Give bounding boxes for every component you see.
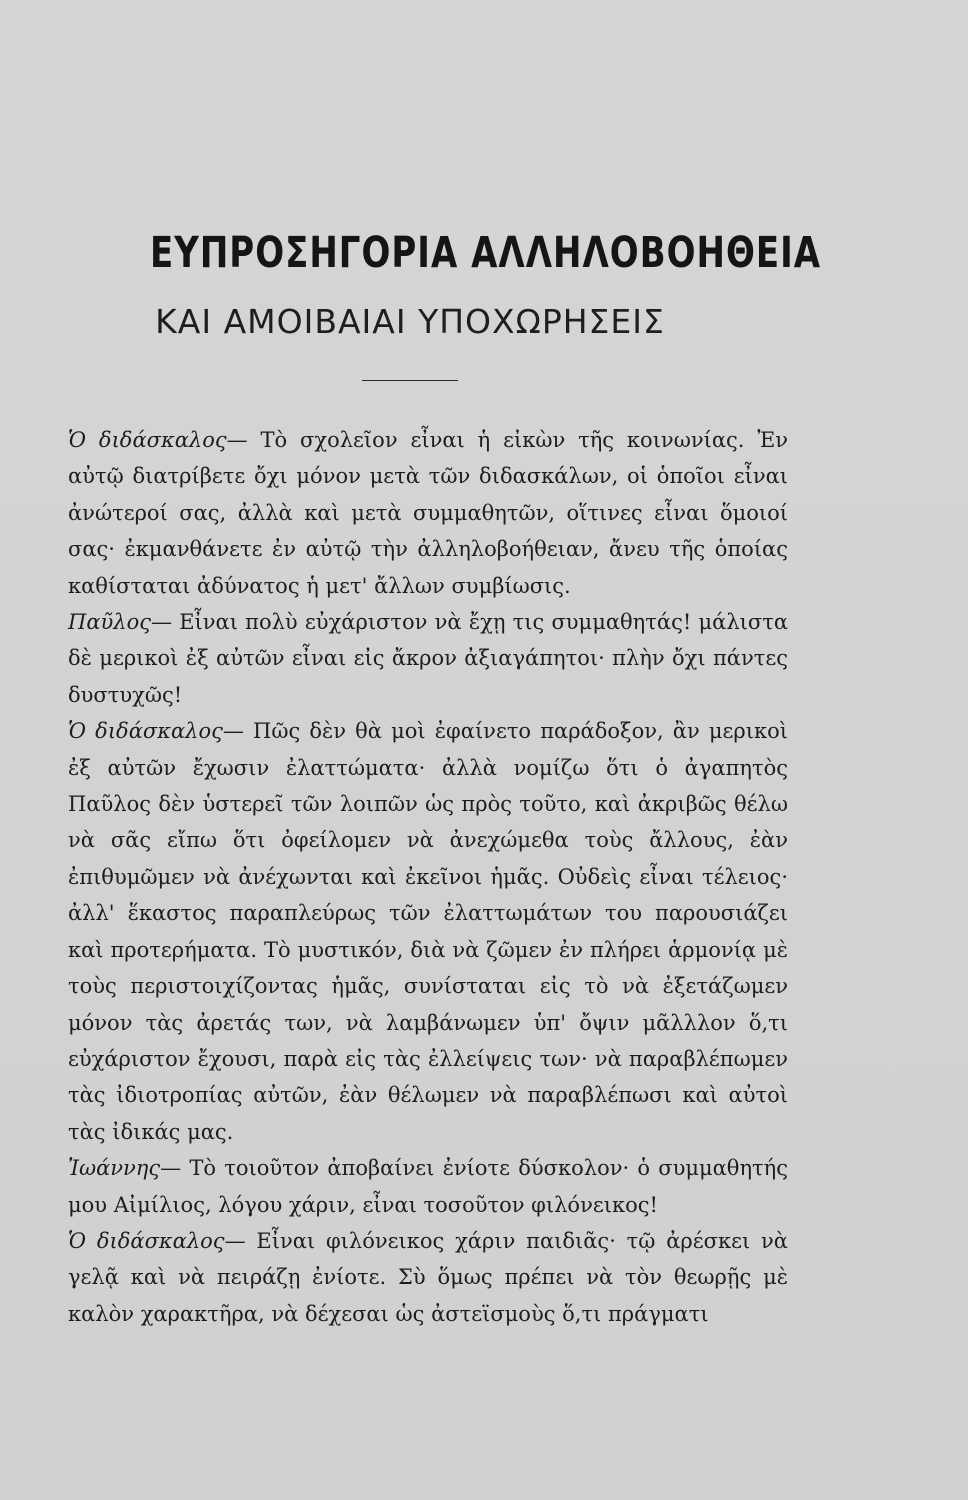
paragraph bbox=[68, 713, 788, 1150]
speaker-name: Παῦλος bbox=[68, 610, 151, 635]
speaker-name: Ὁ διδάσκαλος bbox=[68, 428, 227, 452]
paragraph-text: — Τὸ σχολεῖον εἶναι ἡ εἰκὼν τῆς κοινωνίας. Ἐν αὐτῷ διατρίβετε ὄχι μόνον μετὰ τῶν διδασκάλων, οἱ ὁποῖοι εἶναι ἀνώτεροί σας, ἀλλὰ καὶ μετὰ συμμαθητῶν, οἵτινες εἶναι ὅμοιοί σας· ἐκμανθάνετε ἐν αὐτῷ τὴν ἀλληλοβοήθειαν, ἄνευ τῆς ὁποίας καθίσταται ἀδύνατος ἡ μετ' ἄλλων συμβίωσις. bbox=[68, 428, 788, 598]
paragraph-text: — Εἶναι πολὺ εὐχάριστον νὰ ἔχῃ τις συμμαθητάς! μάλιστα δὲ μερικοὶ ἐξ αὐτῶν εἶναι εἰς ἄκρον ἀξιαγάπητοι· πλὴν ὄχι πάντες δυστυχῶς! bbox=[68, 610, 788, 707]
paragraph-text: — Πῶς δὲν θὰ μοὶ ἐφαίνετο παράδοξον, ἂν μερικοὶ ἐξ αὐτῶν ἔχωσιν ἐλαττώματα· ἀλλὰ νομίζω ὅτι ὁ ἀγαπητὸς Παῦλος δὲν ὑστερεῖ τῶν λοιπῶν ὡς πρὸς τοῦτο, καὶ ἀκριβῶς θέλω νὰ σᾶς εἴπω ὅτι ὀφείλομεν νὰ ἀνεχώμεθα τοὺς ἄλλους, ἐὰν ἐπιθυμῶμεν νὰ ἀνέχωνται καὶ ἐκεῖνοι ἡμᾶς. Οὐδεὶς εἶναι τέλειος· ἀλλ' ἕκαστος παραπλεύρως τῶν ἐλαττωμάτων του παρουσιάζει καὶ προτερήματα. Τὸ μυστικόν, διὰ νὰ ζῶμεν ἐν πλήρει ἁρμονίᾳ μὲ τοὺς περιστοιχίζοντας ἡμᾶς, συνίσταται εἰς τὸ νὰ ἐξετάζωμεν μόνον τὰς ἀρετάς των, νὰ λαμβάνωμεν ὑπ' ὄψιν μᾶλλλον ὅ,τι εὐχάριστον ἔχουσι, παρὰ εἰς τὰς ἐλλείψεις των· νὰ παραβλέπωμεν τὰς ἰδιοτροπίας αὐτῶν, ἐὰν θέλωμεν νὰ παραβλέπωσι καὶ αὐτοὶ τὰς ἰδικάς μας. bbox=[68, 719, 788, 1144]
paragraph bbox=[68, 422, 788, 604]
chapter-subtitle: ΚΑΙ ΑΜΟΙΒΑΙΑΙ ΥΠΟΧΩΡΗΣΕΙΣ bbox=[155, 302, 665, 341]
paragraph bbox=[68, 1223, 788, 1332]
speaker-name: Ὁ διδάσκαλος bbox=[68, 1228, 225, 1253]
paragraph-text: — Τὸ τοιοῦτον ἀποβαίνει ἐνίοτε δύσκολον· ὁ συμμαθητής μου Αἰμίλιος, λόγου χάριν, εἶναι τοσοῦτον φιλόνεικος! bbox=[68, 1156, 788, 1217]
body-text bbox=[68, 422, 788, 1332]
title-divider bbox=[362, 380, 458, 381]
speaker-name: Ἰωάννης bbox=[68, 1156, 161, 1181]
chapter-title: ΕΥΠΡΟΣΗΓΟΡΙΑ ΑΛΛΗΛΟΒΟΗΘΕΙΑ bbox=[150, 228, 822, 278]
paragraph bbox=[68, 1150, 788, 1223]
paragraph bbox=[68, 604, 788, 713]
paragraph-text: — Εἶναι φιλόνεικος χάριν παιδιᾶς· τῷ ἀρέσκει νὰ γελᾷ καὶ νὰ πειράζῃ ἐνίοτε. Σὺ ὅμως πρέπει νὰ τὸν θεωρῇς μὲ καλὸν χαρακτῆρα, νὰ δέχεσαι ὡς ἀστεϊσμοὺς ὅ,τι πράγματι bbox=[68, 1228, 788, 1326]
speaker-name: Ὁ διδάσκαλος bbox=[68, 719, 223, 744]
